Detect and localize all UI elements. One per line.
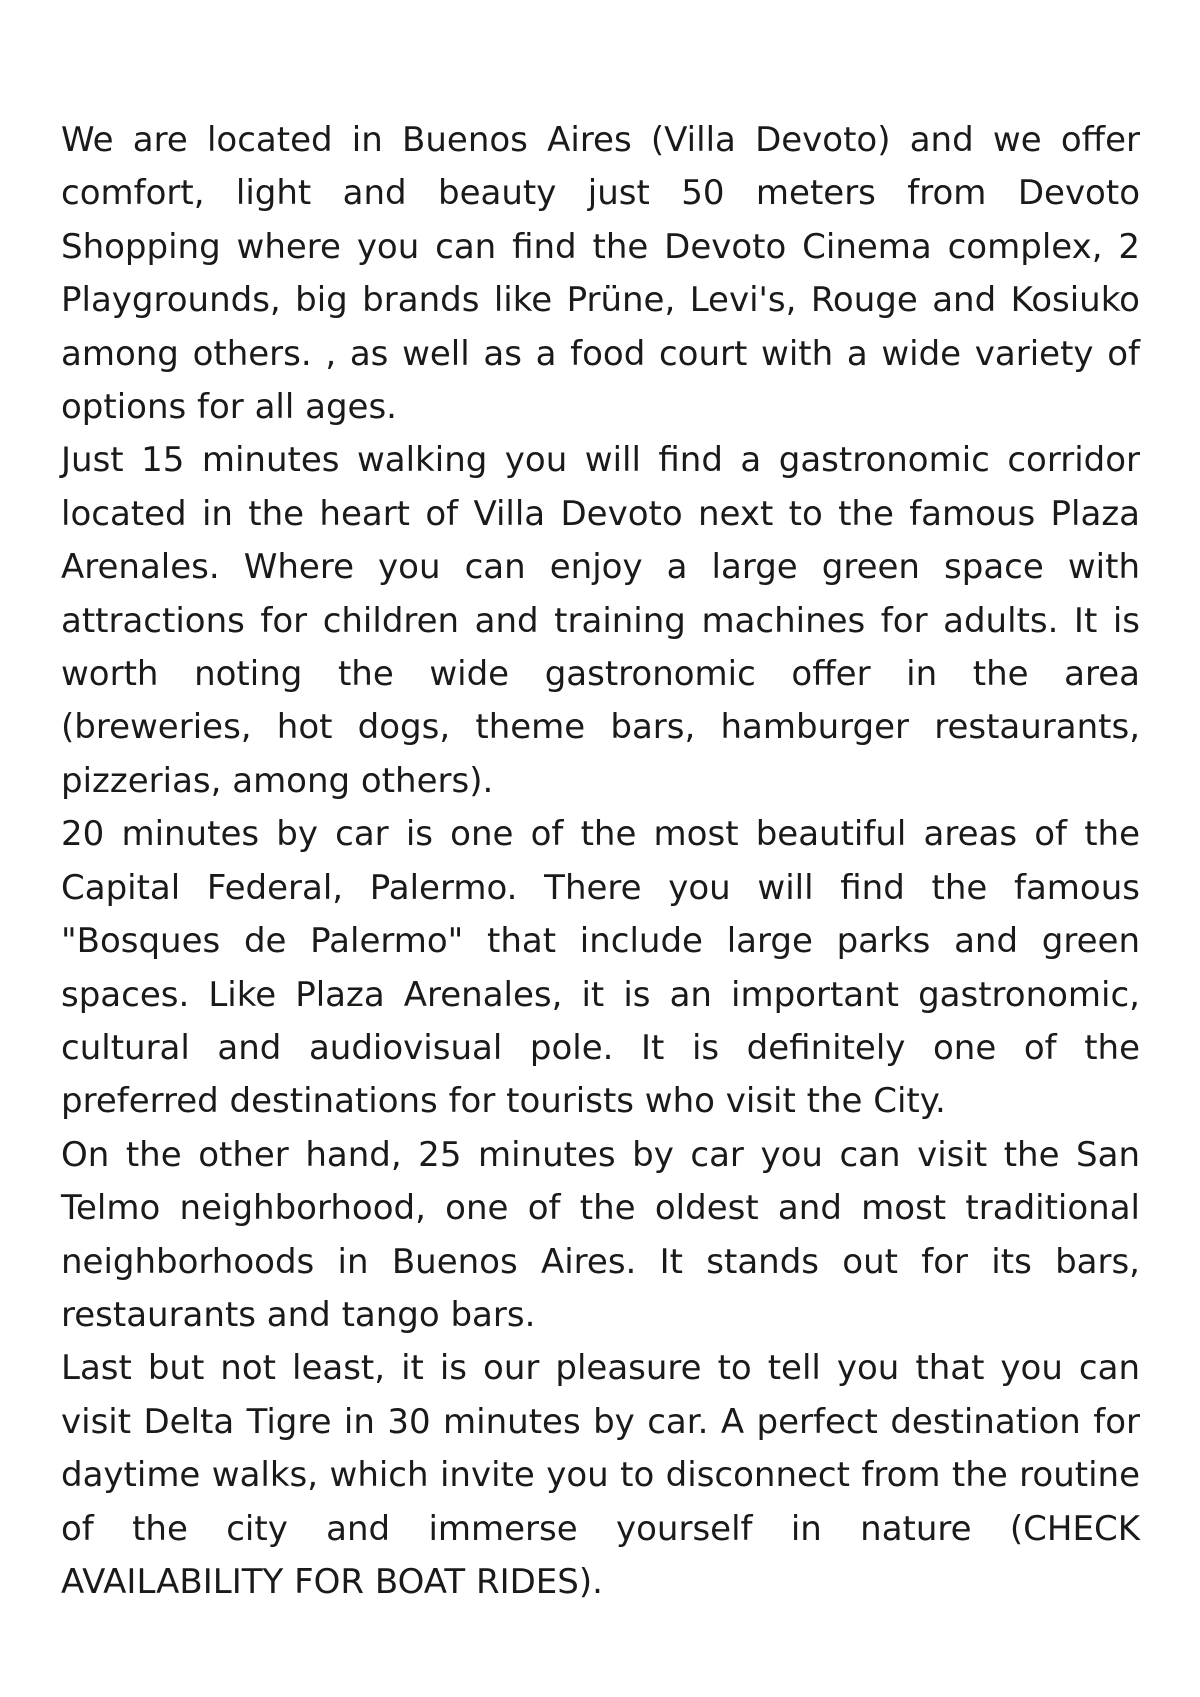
paragraph-san-telmo: On the other hand, 25 minutes by car you can visit the San Telmo neighborhood, one of the oldest and most traditional neighborhoods in Buenos Aires. It stands out for its bars, restaurants and tango bars.: [61, 1134, 1140, 1335]
paragraph-palermo: 20 minutes by car is one of the most beautiful areas of the Capital Federal, Palermo. There you will find the famous "Bosques de Palermo" that include large parks and green spaces. Like Plaza Arenales, it is an important gastronomic, cultural and audiovisual pole. It is definitely one of the preferred destinations for tourists who visit the City.: [61, 814, 1140, 1122]
paragraph-gastronomic-corridor: Just 15 minutes walking you will find a gastronomic corridor located in the heart of Villa Devoto next to the famous Plaza Arenales. Where you can enjoy a large green space with attractions for children and training machines for adults. It is worth noting the wide gastronomic offer in the area (breweries, hot dogs, theme bars, hamburger restaurants, pizzerias, among others).: [61, 440, 1140, 801]
paragraph-location: We are located in Buenos Aires (Villa Devoto) and we offer comfort, light and beauty just 50 meters from Devoto Shopping where you can find the Devoto Cinema complex, 2 Playgrounds, big brands like Prüne, Levi's, Rouge and Kosiuko among others. , as well as a food court with a wide variety of options for all ages.: [61, 120, 1140, 428]
paragraph-delta-tigre: Last but not least, it is our pleasure to tell you that you can visit Delta Tigre in 30 minutes by car. A perfect destination for daytime walks, which invite you to disconnect from the routine of the city and immerse yourself in nature (CHECK AVAILABILITY FOR BOAT RIDES).: [61, 1348, 1140, 1602]
body-text: [61, 114, 1140, 1609]
